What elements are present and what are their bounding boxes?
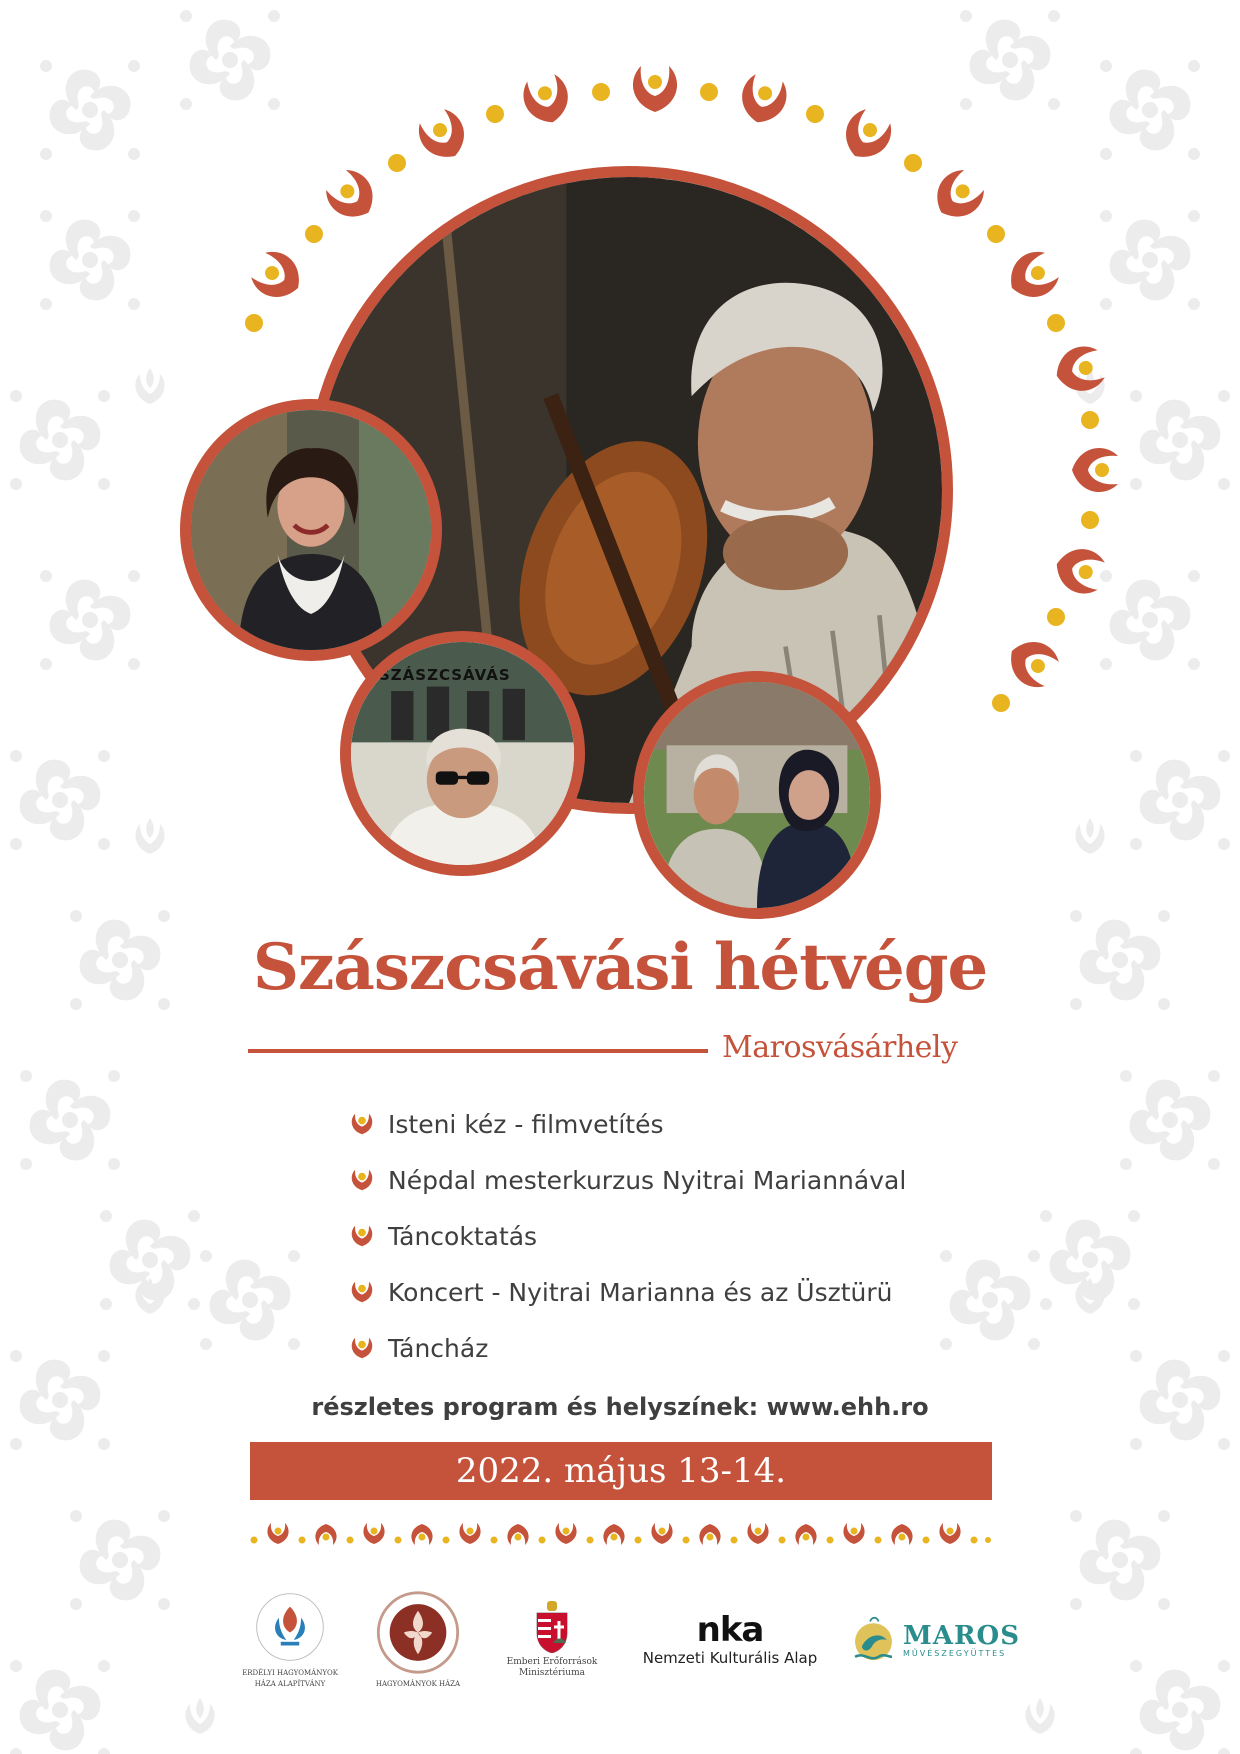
event-date: 2022. május 13-14. — [250, 1442, 992, 1500]
sign-text: SZÁSZCSÁVÁS — [379, 666, 511, 684]
program-item-label: Isteni kéz - filmvetítés — [388, 1109, 664, 1139]
tulip-bullet-icon — [350, 1224, 374, 1248]
logo-ministry — [492, 1590, 612, 1690]
program-item — [350, 1320, 906, 1376]
ministry-name-line2: Minisztériuma — [519, 1668, 585, 1678]
decorative-border — [248, 1516, 992, 1552]
program-item — [350, 1208, 906, 1264]
logo-nka — [630, 1590, 830, 1690]
tulip-bullet-icon — [350, 1168, 374, 1192]
program-item-label: Népdal mesterkurzus Nyitrai Mariannával — [388, 1165, 907, 1195]
event-location: Marosvásárhely — [722, 1030, 958, 1065]
tulip-bullet-icon — [350, 1336, 374, 1360]
tulip-bullet-icon — [350, 1112, 374, 1136]
ministry-name-line1: Emberi Erőforrások — [506, 1657, 598, 1667]
tulip-ornament-icon — [251, 1523, 992, 1545]
maros-word: MAROS — [903, 1620, 1020, 1651]
program-item-label: Táncház — [388, 1333, 489, 1363]
photo-man-sunglasses — [340, 631, 585, 876]
logo-erdelyi-hagyomanyok-haza — [240, 1590, 340, 1690]
maros-emblem-icon — [850, 1610, 897, 1670]
details-link-text[interactable]: részletes program és helyszínek: www.ehh.ro — [311, 1393, 929, 1421]
hagyomanyok-haza-emblem-icon — [373, 1590, 463, 1675]
coat-of-arms-icon — [535, 1601, 569, 1653]
maros-subtitle: MŰVÉSZEGYÜTTES — [903, 1648, 1007, 1658]
event-title: Szászcsávási hétvége — [252, 930, 988, 1005]
eh-logo-caption: ERDÉLYI HAGYOMÁNYOK HÁZA ALAPÍTVÁNY — [242, 1669, 338, 1688]
logo-maros-muveszegyuttes — [850, 1590, 1020, 1690]
photo-woman-singer — [180, 399, 442, 661]
program-item — [350, 1264, 906, 1320]
title-underline — [248, 1049, 708, 1053]
program-item-label: Koncert - Nyitrai Marianna és az Üsztürü — [388, 1277, 893, 1307]
nka-mark: nka — [696, 1610, 764, 1650]
couple-image — [644, 682, 870, 908]
program-item — [350, 1152, 906, 1208]
nka-name: Nemzeti Kulturális Alap — [642, 1649, 818, 1667]
program-item — [350, 1096, 906, 1152]
photo-elderly-couple — [633, 671, 881, 919]
eh-emblem-icon — [250, 1590, 330, 1664]
logo-hagyomanyok-haza — [368, 1590, 468, 1690]
program-item-label: Táncoktatás — [388, 1221, 538, 1251]
singer-image — [191, 410, 431, 650]
hh-logo-caption: HAGYOMÁNYOK HÁZA — [375, 1680, 461, 1688]
program-list — [350, 1096, 906, 1376]
tulip-bullet-icon — [350, 1280, 374, 1304]
